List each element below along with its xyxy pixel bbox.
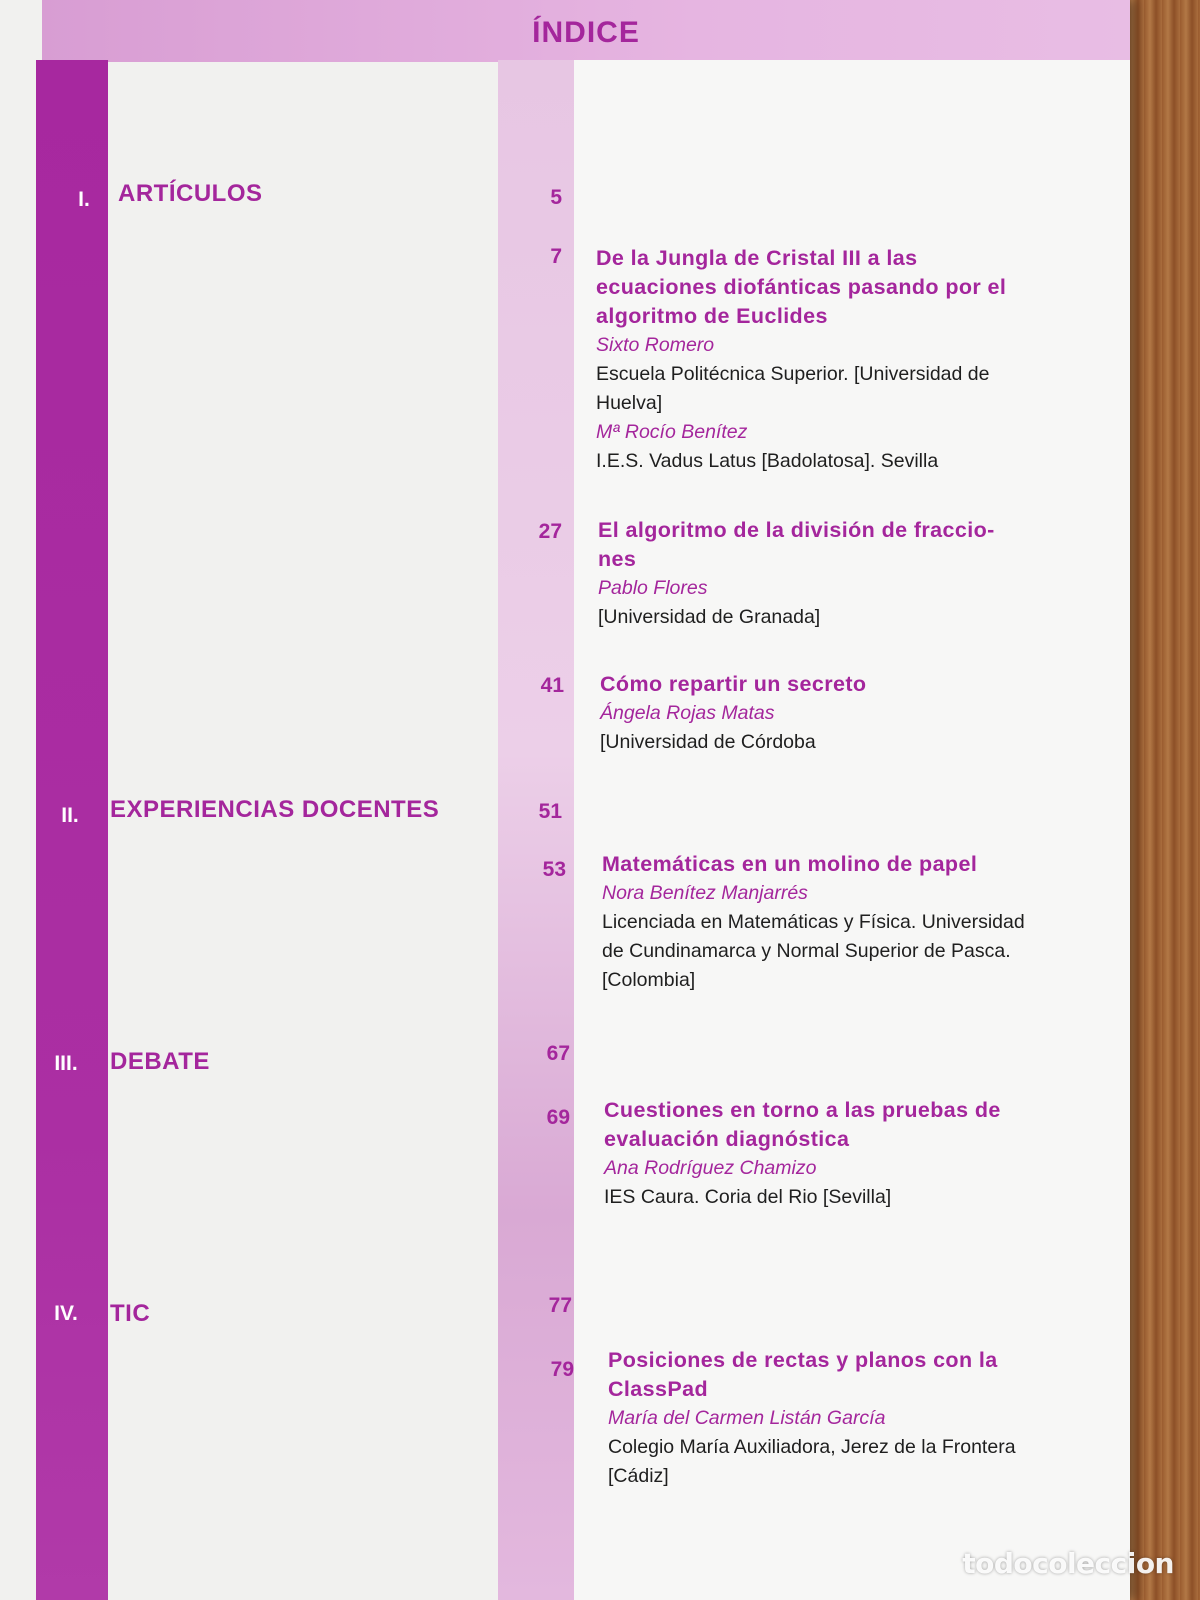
entry-page-number: 41 bbox=[540, 674, 564, 697]
entry-author: Sixto Romero bbox=[596, 334, 715, 356]
entry-title: Posiciones de rectas y planos con la ClassPad bbox=[608, 1348, 998, 1401]
page-title: ÍNDICE bbox=[532, 16, 640, 49]
entry-title: De la Jungla de Cristal III a las ecuaciones diofánticas pasando por el algoritmo de Euclides bbox=[596, 246, 1007, 328]
entry-affiliation: IES Caura. Coria del Rio [Sevilla] bbox=[604, 1186, 892, 1208]
entry-affiliation: [Universidad de Granada] bbox=[598, 606, 821, 628]
section-numeral: II. bbox=[61, 804, 79, 827]
section-page-number: 51 bbox=[538, 800, 562, 823]
entry-author: Nora Benítez Manjarrés bbox=[602, 882, 808, 904]
section-title: ARTÍCULOS bbox=[118, 180, 263, 207]
header-band bbox=[42, 0, 1130, 62]
entry-affiliation: Licenciada en Matemáticas y Física. Universidad de Cundinamarca y Normal Superior de Pasca. [Colombia] bbox=[602, 911, 1025, 991]
entry-author: María del Carmen Listán García bbox=[608, 1407, 886, 1429]
section-page-number: 67 bbox=[546, 1042, 570, 1065]
entry-affiliation: [Universidad de Córdoba bbox=[600, 731, 816, 753]
entry-author: Ana Rodríguez Chamizo bbox=[604, 1157, 817, 1179]
entry-affiliation: I.E.S. Vadus Latus [Badolatosa]. Sevilla bbox=[596, 450, 939, 472]
entry-page-number: 79 bbox=[550, 1358, 574, 1381]
index-entry bbox=[600, 670, 1060, 757]
entry-page-number: 7 bbox=[550, 245, 562, 268]
entry-affiliation: Colegio María Auxiliadora, Jerez de la Frontera [Cádiz] bbox=[608, 1436, 1016, 1487]
entry-page-number: 53 bbox=[542, 858, 566, 881]
watermark-logo: todocoleccion bbox=[962, 1547, 1174, 1580]
entry-title: Matemáticas en un molino de papel bbox=[602, 852, 978, 876]
entry-author: Mª Rocío Benítez bbox=[596, 421, 748, 443]
index-entry bbox=[596, 244, 1056, 476]
index-entry bbox=[604, 1096, 1064, 1212]
section-title: TIC bbox=[110, 1300, 151, 1327]
section-title: EXPERIENCIAS DOCENTES bbox=[110, 796, 440, 823]
entry-title: El algoritmo de la división de fraccio- nes bbox=[598, 518, 995, 571]
entry-page-number: 69 bbox=[546, 1106, 570, 1129]
section-page-number: 5 bbox=[550, 186, 562, 209]
section-numeral: I. bbox=[78, 188, 90, 211]
entry-page-number: 27 bbox=[538, 520, 562, 543]
entry-author: Ángela Rojas Matas bbox=[600, 702, 775, 724]
entry-title: Cuestiones en torno a las pruebas de evaluación diagnóstica bbox=[604, 1098, 1001, 1151]
entry-title: Cómo repartir un secreto bbox=[600, 672, 867, 696]
entry-author: Pablo Flores bbox=[598, 577, 708, 599]
left-section-bar bbox=[36, 60, 108, 1600]
section-numeral: III. bbox=[54, 1052, 78, 1075]
index-entry bbox=[602, 850, 1062, 995]
index-entry bbox=[608, 1346, 1068, 1491]
entry-affiliation: Escuela Politécnica Superior. [Universidad de Huelva] bbox=[596, 363, 990, 414]
section-numeral: IV. bbox=[54, 1302, 78, 1325]
section-page-number: 77 bbox=[548, 1294, 572, 1317]
index-entry bbox=[598, 516, 1058, 632]
section-title: DEBATE bbox=[110, 1048, 210, 1075]
